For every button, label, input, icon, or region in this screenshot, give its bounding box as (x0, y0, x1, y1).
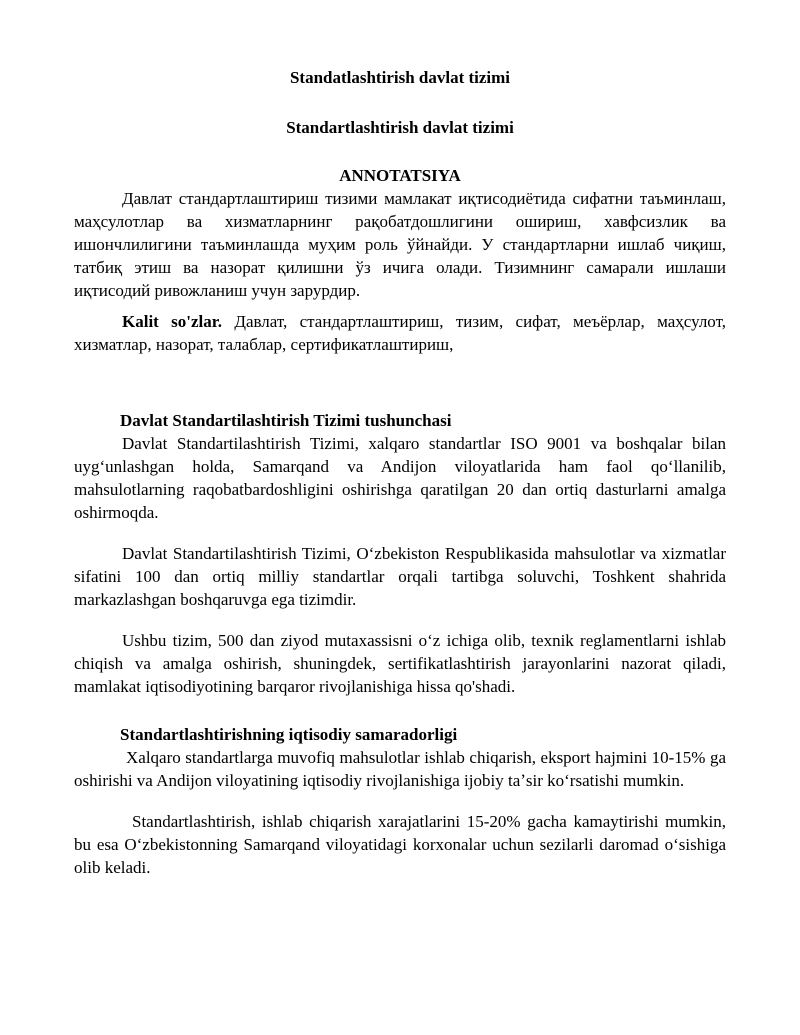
document-subtitle: Standartlashtirish davlat tizimi (286, 118, 514, 137)
annotation-paragraph: Давлат стандартлаштириш тизими мамлакат иқтисодиётида сифатни таъминлаш, маҳсулотлар ва хизматларнинг рақобатдошлигини ошириш, хавфсизлик ва ишончлилигини таъминлашда муҳим роль ўйнайди. У стандартларни ишлаб чиқиш, татбиқ этиш ва назорат қилишни ўз ичига олади. Тизимнинг самарали ишлаши иқтисодий ривожланиш учун зарурдир. (74, 189, 726, 300)
section-1-paragraph-1: Davlat Standartilashtirish Tizimi, xalqaro standartlar ISO 9001 va boshqalar bilan uygʻunlashgan holda, Samarqand va Andijon viloyatlarida ham faol qoʻllanilib, mahsulotlarning raqobatbardoshligini oshirishga qaratilgan 20 dan ortiq dasturlarni amalga oshirmoqda. (74, 434, 726, 522)
section-1-paragraph-2: Davlat Standartilashtirish Tizimi, Oʻzbekiston Respublikasida mahsulotlar va xizmatlar sifatini 100 dan ortiq milliy standartlar orqali tartibga soluvchi, Toshkent shahrida markazlashgan boshqaruvga ega tizimdir. (74, 544, 726, 609)
document-title: Standatlashtirish davlat tizimi (289, 68, 511, 87)
section-2-paragraph-2: Standartlashtirish, ishlab chiqarish xarajatlarini 15-20% gacha kamaytirishi mumkin, bu esa Oʻzbekistonning Samarqand viloyatidagi korxonalar uchun sezilarli daromad oʻsishiga olib keladi. (74, 812, 726, 877)
keywords-list: Давлат, стандартлаштириш, тизим, сифат, меъёрлар, маҳсулот, хизматлар, назорат, талаблар, сертификатлаштириш, (74, 312, 726, 354)
annotation-heading: ANNOTATSIYA (339, 166, 461, 185)
section-2-heading: Standartlashtirishning iqtisodiy samaradorligi (120, 725, 458, 744)
section-2-paragraph-1: Xalqaro standartlarga muvofiq mahsulotlar ishlab chiqarish, eksport hajmini 10-15% ga oshirishi va Andijon viloyatining iqtisodiy rivojlanishiga ijobiy taʼsir koʻrsatishi mumkin. (74, 748, 726, 790)
keywords-label: Kalit so'zlar. (122, 312, 223, 331)
section-1-heading: Davlat Standartilashtirish Tizimi tushunchasi (120, 411, 452, 430)
keywords-paragraph (74, 310, 726, 356)
section-1-paragraph-3: Ushbu tizim, 500 dan ziyod mutaxassisni oʻz ichiga olib, texnik reglamentlarni ishlab chiqish va amalga oshirish, shuningdek, sertifikatlashtirish jarayonlarini nazorat qiladi, mamlakat iqtisodiyotining barqaror rivojlanishiga hissa qo'shadi. (74, 631, 726, 696)
